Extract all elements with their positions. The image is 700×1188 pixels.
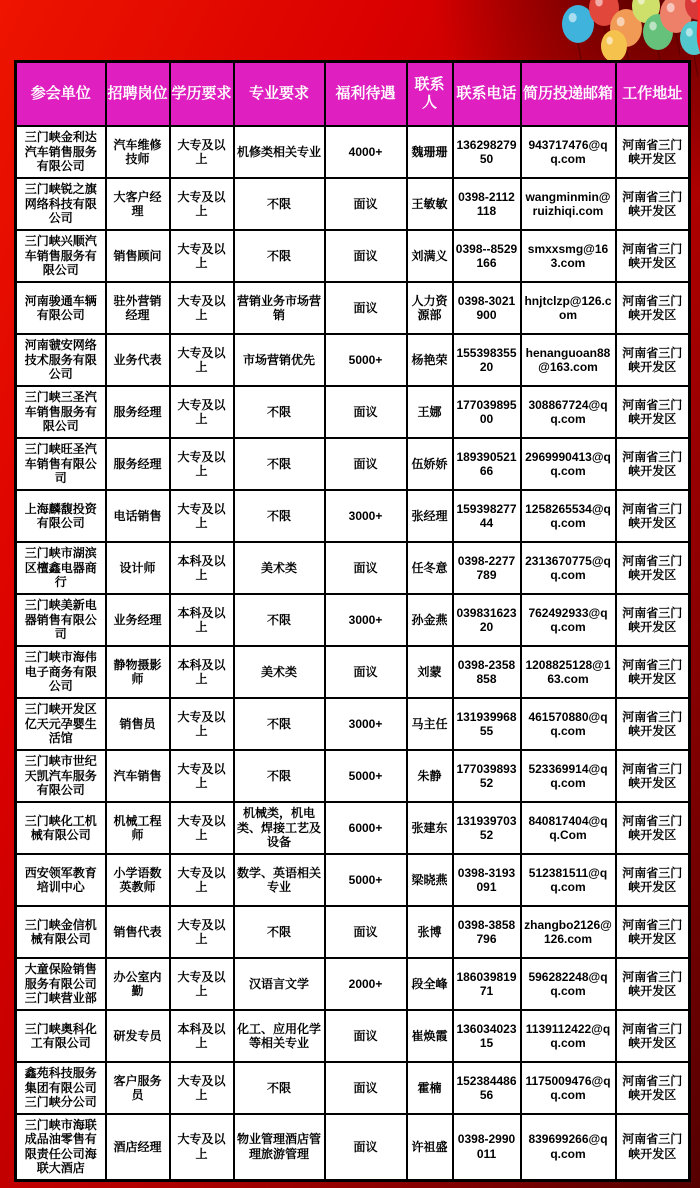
balloon-highlight xyxy=(617,17,625,26)
table-cell: 驻外营销经理 xyxy=(106,282,170,334)
table-cell: 三门峡化工机械有限公司 xyxy=(16,802,106,854)
table-cell: 张建东 xyxy=(407,802,453,854)
table-cell: 设计师 xyxy=(106,542,170,594)
table-cell: 美术类 xyxy=(234,542,325,594)
balloon-highlight xyxy=(667,3,675,13)
table-cell: 1175009476@qq.com xyxy=(521,1062,616,1114)
table-cell: 三门峡奥科化工有限公司 xyxy=(16,1010,106,1062)
table-cell: 大专及以上 xyxy=(170,438,234,490)
table-cell: 汉语言文学 xyxy=(234,958,325,1010)
table-cell: 大专及以上 xyxy=(170,1062,234,1114)
table-cell: 2313670775@qq.com xyxy=(521,542,616,594)
table-cell: 不限 xyxy=(234,386,325,438)
table-cell: 鑫苑科技服务集团有限公司三门峡分公司 xyxy=(16,1062,106,1114)
table-cell: 三门峡兴顺汽车销售服务有限公司 xyxy=(16,230,106,282)
table-cell: 面议 xyxy=(325,282,407,334)
table-cell: 河南省三门峡开发区 xyxy=(616,542,690,594)
column-header: 简历投递邮箱 xyxy=(521,62,616,127)
table-cell: 王娜 xyxy=(407,386,453,438)
table-cell: 霍楠 xyxy=(407,1062,453,1114)
table-cell: 梁晓燕 xyxy=(407,854,453,906)
table-cell: 张经理 xyxy=(407,490,453,542)
table-cell: 销售代表 xyxy=(106,906,170,958)
table-cell: 美术类 xyxy=(234,646,325,698)
table-cell: 三门峡市世纪天凯汽车服务有限公司 xyxy=(16,750,106,802)
table-cell: 0398-2112118 xyxy=(453,178,521,230)
table-cell: 6000+ xyxy=(325,802,407,854)
table-cell: 汽车维修技师 xyxy=(106,126,170,178)
table-cell: 研发专员 xyxy=(106,1010,170,1062)
balloon-icon xyxy=(601,30,627,62)
table-cell: 1258265534@qq.com xyxy=(521,490,616,542)
table-cell: 不限 xyxy=(234,750,325,802)
table-cell: 销售员 xyxy=(106,698,170,750)
table-cell: 17703989500 xyxy=(453,386,521,438)
table-cell: 2969990413@qq.com xyxy=(521,438,616,490)
table-cell: 市场营销优先 xyxy=(234,334,325,386)
table-cell: 业务经理 xyxy=(106,594,170,646)
table-cell: 0398-3193091 xyxy=(453,854,521,906)
table-cell: 河南省三门峡开发区 xyxy=(616,230,690,282)
table-cell: 943717476@qq.com xyxy=(521,126,616,178)
balloon-highlight xyxy=(649,22,657,31)
table-cell: 河南省三门峡开发区 xyxy=(616,906,690,958)
table-cell: 面议 xyxy=(325,438,407,490)
table-cell: 3000+ xyxy=(325,490,407,542)
table-cell: 服务经理 xyxy=(106,386,170,438)
table-cell: 河南骏通车辆有限公司 xyxy=(16,282,106,334)
table-cell: 大客户经理 xyxy=(106,178,170,230)
table-row xyxy=(16,178,690,230)
table-cell: 5000+ xyxy=(325,854,407,906)
table-cell: 1208825128@163.com xyxy=(521,646,616,698)
table-cell: 业务代表 xyxy=(106,334,170,386)
balloon-highlight xyxy=(686,28,693,37)
table-cell: 不限 xyxy=(234,178,325,230)
table-cell: 13193970352 xyxy=(453,802,521,854)
table-cell: 面议 xyxy=(325,646,407,698)
table-cell: 大童保险销售服务有限公司三门峡营业部 xyxy=(16,958,106,1010)
table-cell: 电话销售 xyxy=(106,490,170,542)
table-cell: 河南省三门峡开发区 xyxy=(616,334,690,386)
table-cell: 大专及以上 xyxy=(170,802,234,854)
table-cell: 不限 xyxy=(234,906,325,958)
table-cell: 13603402315 xyxy=(453,1010,521,1062)
table-cell: 三门峡金利达汽车销售服务有限公司 xyxy=(16,126,106,178)
table-cell: 三门峡美新电器销售有限公司 xyxy=(16,594,106,646)
table-cell: 面议 xyxy=(325,1114,407,1180)
table-row xyxy=(16,854,690,906)
table-cell: 大专及以上 xyxy=(170,906,234,958)
table-cell: 河南省三门峡开发区 xyxy=(616,594,690,646)
column-header: 招聘岗位 xyxy=(106,62,170,127)
table-cell: 大专及以上 xyxy=(170,282,234,334)
table-row xyxy=(16,542,690,594)
table-cell: 办公室内勤 xyxy=(106,958,170,1010)
table-cell: 任冬意 xyxy=(407,542,453,594)
table-cell: 服务经理 xyxy=(106,438,170,490)
balloon-string xyxy=(676,33,680,55)
table-cell: 0398-2990011 xyxy=(453,1114,521,1180)
table-row xyxy=(16,1114,690,1180)
table-cell: 客户服务员 xyxy=(106,1062,170,1114)
column-header: 专业要求 xyxy=(234,62,325,127)
table-cell: 机修类相关专业 xyxy=(234,126,325,178)
balloon-string xyxy=(694,55,698,77)
table-cell: 河南省三门峡开发区 xyxy=(616,646,690,698)
table-cell: 面议 xyxy=(325,542,407,594)
table-cell: 三门峡市海联成品油零售有限责任公司海联大酒店 xyxy=(16,1114,106,1180)
table-row xyxy=(16,126,690,178)
table-cell: 不限 xyxy=(234,594,325,646)
table-cell: 刘蒙 xyxy=(407,646,453,698)
table-cell: 面议 xyxy=(325,230,407,282)
table-cell: 上海麟馥投资有限公司 xyxy=(16,490,106,542)
table-row xyxy=(16,490,690,542)
table-cell: 酒店经理 xyxy=(106,1114,170,1180)
table-cell: 刘满义 xyxy=(407,230,453,282)
table-cell: smxxsmg@163.com xyxy=(521,230,616,282)
table-cell: 840817404@qq.Com xyxy=(521,802,616,854)
column-header: 工作地址 xyxy=(616,62,690,127)
recruitment-table xyxy=(14,60,691,1182)
table-body xyxy=(16,126,690,1180)
table-cell: 大专及以上 xyxy=(170,1114,234,1180)
table-cell: 机械工程师 xyxy=(106,802,170,854)
table-cell: 不限 xyxy=(234,490,325,542)
table-cell: 三门峡市湖滨区檀鑫电器商行 xyxy=(16,542,106,594)
table-cell: 大专及以上 xyxy=(170,750,234,802)
table-cell: 三门峡三圣汽车销售服务有限公司 xyxy=(16,386,106,438)
balloon-highlight xyxy=(569,13,577,23)
column-header: 学历要求 xyxy=(170,62,234,127)
table-cell: 面议 xyxy=(325,1062,407,1114)
table-cell: 0398-2358858 xyxy=(453,646,521,698)
table-row xyxy=(16,282,690,334)
table-cell: 461570880@qq.com xyxy=(521,698,616,750)
table-cell: 18939052166 xyxy=(453,438,521,490)
table-cell: 河南省三门峡开发区 xyxy=(616,854,690,906)
table-cell: 河南省三门峡开发区 xyxy=(616,802,690,854)
table-cell: wangminmin@ruizhiqi.com xyxy=(521,178,616,230)
table-cell: 本科及以上 xyxy=(170,542,234,594)
table-cell: 本科及以上 xyxy=(170,594,234,646)
table-cell: 15939827744 xyxy=(453,490,521,542)
table-cell: 4000+ xyxy=(325,126,407,178)
table-cell: 河南省三门峡开发区 xyxy=(616,698,690,750)
table-cell: 河南省三门峡开发区 xyxy=(616,282,690,334)
table-cell: 15539835520 xyxy=(453,334,521,386)
table-cell: 大专及以上 xyxy=(170,126,234,178)
table-cell: 河南省三门峡开发区 xyxy=(616,490,690,542)
table-cell: henanguoan88@163.com xyxy=(521,334,616,386)
column-header: 联系人 xyxy=(407,62,453,127)
table-cell: 大专及以上 xyxy=(170,178,234,230)
table-cell: 小学语数英教师 xyxy=(106,854,170,906)
table-row xyxy=(16,698,690,750)
table-cell: 三门峡旺圣汽车销售有限公司 xyxy=(16,438,106,490)
table-cell: 03983162320 xyxy=(453,594,521,646)
table-cell: 13193996855 xyxy=(453,698,521,750)
table-cell: 河南省三门峡开发区 xyxy=(616,126,690,178)
table-row xyxy=(16,958,690,1010)
column-header: 联系电话 xyxy=(453,62,521,127)
table-row xyxy=(16,1010,690,1062)
table-cell: 5000+ xyxy=(325,334,407,386)
table-cell: 营销业务市场营销 xyxy=(234,282,325,334)
table-cell: 不限 xyxy=(234,230,325,282)
table-cell: 河南省三门峡开发区 xyxy=(616,386,690,438)
table-cell: 河南省三门峡开发区 xyxy=(616,958,690,1010)
table-cell: 523369914@qq.com xyxy=(521,750,616,802)
table-cell: 5000+ xyxy=(325,750,407,802)
table-row xyxy=(16,594,690,646)
table-cell: 大专及以上 xyxy=(170,334,234,386)
table-cell: 杨艳荣 xyxy=(407,334,453,386)
column-header: 参会单位 xyxy=(16,62,106,127)
table-cell: 2000+ xyxy=(325,958,407,1010)
table-cell: 17703989352 xyxy=(453,750,521,802)
table-row xyxy=(16,230,690,282)
table-cell: 大专及以上 xyxy=(170,854,234,906)
table-cell: 大专及以上 xyxy=(170,958,234,1010)
table-cell: 化工、应用化学等相关专业 xyxy=(234,1010,325,1062)
header-row xyxy=(16,62,690,127)
table-cell: 三门峡市海伟电子商务有限公司 xyxy=(16,646,106,698)
table-cell: 15238448656 xyxy=(453,1062,521,1114)
balloon-highlight xyxy=(606,37,613,45)
table-row xyxy=(16,802,690,854)
table-cell: 大专及以上 xyxy=(170,698,234,750)
table-cell: 河南省三门峡开发区 xyxy=(616,1062,690,1114)
table-cell: 段全峰 xyxy=(407,958,453,1010)
table-cell: 面议 xyxy=(325,386,407,438)
table-cell: 不限 xyxy=(234,1062,325,1114)
table-cell: 河南省三门峡开发区 xyxy=(616,178,690,230)
table-cell: 人力资源部 xyxy=(407,282,453,334)
table-cell: 0398-3021900 xyxy=(453,282,521,334)
table-cell: 512381511@qq.com xyxy=(521,854,616,906)
table-cell: 面议 xyxy=(325,906,407,958)
table-cell: 三门峡开发区亿天元孕婴生活馆 xyxy=(16,698,106,750)
table-cell: 本科及以上 xyxy=(170,1010,234,1062)
table-cell: 河南省三门峡开发区 xyxy=(616,438,690,490)
table-row xyxy=(16,386,690,438)
table-cell: 大专及以上 xyxy=(170,386,234,438)
table-cell: 839699266@qq.com xyxy=(521,1114,616,1180)
table-cell: 河南省三门峡开发区 xyxy=(616,1010,690,1062)
table-cell: 静物摄影师 xyxy=(106,646,170,698)
table-row xyxy=(16,750,690,802)
table-cell: 本科及以上 xyxy=(170,646,234,698)
table-cell: 0398--8529166 xyxy=(453,230,521,282)
table-cell: 大专及以上 xyxy=(170,230,234,282)
table-row xyxy=(16,334,690,386)
table-cell: 伍娇娇 xyxy=(407,438,453,490)
table-cell: hnjtclzp@126.com xyxy=(521,282,616,334)
table-cell: 孙金燕 xyxy=(407,594,453,646)
table-cell: 762492933@qq.com xyxy=(521,594,616,646)
table-row xyxy=(16,646,690,698)
table-header xyxy=(16,62,690,127)
table-row xyxy=(16,438,690,490)
table-cell: 崔焕霞 xyxy=(407,1010,453,1062)
table-cell: 13629827950 xyxy=(453,126,521,178)
table-cell: 0398-3858796 xyxy=(453,906,521,958)
table-cell: 张博 xyxy=(407,906,453,958)
table-cell: 朱静 xyxy=(407,750,453,802)
table-cell: 三门峡锐之旗网络科技有限公司 xyxy=(16,178,106,230)
table-cell: 308867724@qq.com xyxy=(521,386,616,438)
table-cell: 3000+ xyxy=(325,698,407,750)
table-cell: 面议 xyxy=(325,1010,407,1062)
table-row xyxy=(16,906,690,958)
column-header: 福利待遇 xyxy=(325,62,407,127)
table-cell: 马主任 xyxy=(407,698,453,750)
table-cell: 河南虢安网络技术服务有限公司 xyxy=(16,334,106,386)
table-cell: 三门峡金信机械有限公司 xyxy=(16,906,106,958)
table-cell: 1139112422@qq.com xyxy=(521,1010,616,1062)
table-cell: 数学、英语相关专业 xyxy=(234,854,325,906)
table-cell: 大专及以上 xyxy=(170,490,234,542)
table-cell: 西安领军教育培训中心 xyxy=(16,854,106,906)
table-cell: 汽车销售 xyxy=(106,750,170,802)
table-cell: 596282248@qq.com xyxy=(521,958,616,1010)
table-cell: 王敏敏 xyxy=(407,178,453,230)
table-cell: 面议 xyxy=(325,178,407,230)
table-cell: 许祖盛 xyxy=(407,1114,453,1180)
table-cell: 机械类，机电类、焊接工艺及设备 xyxy=(234,802,325,854)
table-cell: 销售顾问 xyxy=(106,230,170,282)
table-cell: 河南省三门峡开发区 xyxy=(616,1114,690,1180)
table-cell: 不限 xyxy=(234,698,325,750)
table-row xyxy=(16,1062,690,1114)
table-cell: 3000+ xyxy=(325,594,407,646)
table-cell: 物业管理酒店管理旅游管理 xyxy=(234,1114,325,1180)
table-cell: 不限 xyxy=(234,438,325,490)
table-cell: 18603981971 xyxy=(453,958,521,1010)
table-cell: 魏珊珊 xyxy=(407,126,453,178)
table-cell: 河南省三门峡开发区 xyxy=(616,750,690,802)
table-cell: zhangbo2126@126.com xyxy=(521,906,616,958)
table-cell: 0398-2277789 xyxy=(453,542,521,594)
